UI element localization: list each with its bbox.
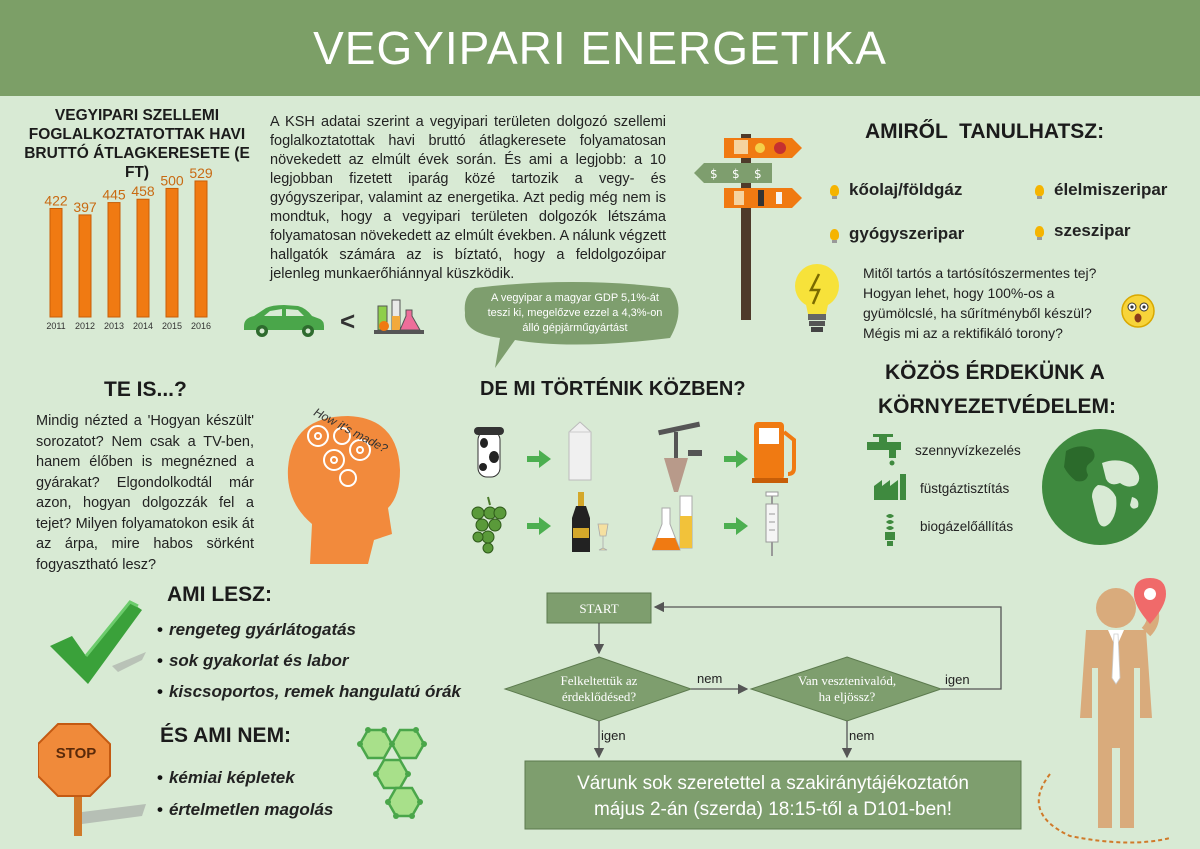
compare-symbol: <	[340, 306, 356, 336]
env-item-wastewater: szennyvízkezelés	[915, 443, 1021, 458]
arrow-icon	[525, 448, 553, 470]
x-tick-label: 2014	[132, 321, 154, 331]
list-item: • értelmetlen magolás	[157, 800, 333, 820]
stop-label: STOP	[55, 745, 97, 762]
signpost-icon	[692, 130, 807, 320]
teis-heading: TE IS...?	[104, 378, 187, 401]
arrow-icon	[722, 515, 750, 537]
list-item: • kémiai képletek	[157, 768, 333, 788]
flow-start-text: START	[579, 601, 619, 616]
flowchart	[495, 585, 1035, 835]
x-tick-label: 2016	[190, 321, 212, 331]
milk-carton-icon	[565, 420, 595, 482]
wont-heading: ÉS AMI NEM:	[160, 724, 292, 747]
flow-q1-text: érdeklődésed?	[561, 689, 637, 704]
bar-value-label: 445	[102, 186, 126, 203]
bulb-bullet-icon	[830, 185, 839, 196]
topic-pharma: gyógyszeripar	[830, 224, 964, 244]
will-list	[157, 620, 461, 713]
arrow-icon	[722, 448, 750, 470]
flow-final-text: Várunk sok szeretettel a szakiránytájékoztatón	[577, 773, 969, 794]
env-item-fluegas: füstgáztisztítás	[920, 481, 1010, 496]
flow-label-igen: igen	[945, 672, 970, 687]
flow-final-text: május 2-án (szerda) 18:15-től a D101-ben!	[593, 799, 953, 820]
water-tap-icon	[865, 432, 905, 466]
svg-text:$: $	[732, 167, 740, 181]
salary-chart	[30, 165, 220, 337]
salary-heading: VEGYIPARI SZELLEMI FOGLALKOZTATOTTAK HAVI BRUTTÓ ÁTLAGKERESETE (E FT)	[24, 107, 250, 181]
process-heading: DE MI TÖRTÉNIK KÖZBEN?	[480, 378, 746, 400]
bar-value-label: 500	[160, 172, 184, 189]
x-tick-label: 2012	[74, 321, 96, 331]
bar-value-label: 529	[189, 165, 213, 181]
questions	[863, 263, 1096, 343]
bar-2015	[166, 188, 178, 317]
teis-paragraph: Mindig nézted a 'Hogyan készült' sorozatot? Nem csak a TV-ben, hanem élőben is megnézned a gyárakat? Elgondolkodtál már azon, hogyan dolgozzák fel a tejet? Milyen folyamatokon esik át az árpa, mire habos sörként fogyasztható lesz?	[36, 413, 254, 573]
topic-food: élelmiszeripar	[1035, 180, 1167, 200]
molecule-icon	[340, 718, 440, 823]
person-icon	[1030, 578, 1195, 846]
cow-icon	[470, 425, 508, 483]
flasks-lab-icon	[652, 490, 698, 554]
syringe-icon	[760, 490, 784, 558]
env-item-biogas: biogázelőállítás	[920, 519, 1014, 534]
list-item: • rengeteg gyárlátogatás	[157, 620, 461, 640]
how-its-made-label: How it's made?	[311, 405, 391, 456]
flow-label-nem: nem	[697, 671, 723, 686]
header-banner	[0, 0, 1200, 96]
car-icon	[238, 302, 324, 338]
stop-sign-icon	[38, 720, 148, 838]
bulb-bullet-icon	[1035, 226, 1044, 237]
oil-pump-icon	[648, 418, 708, 496]
salary-paragraph: A KSH adatai szerint a vegyipari területen dolgozó szellemi foglalkoztatottak havi bruttó átlagkeresete folyamatosan növekedett az elmúlt évek során. És ami a legjobb: a 10 legjobban fizetett iparág közé tartozik a vegy- és gyógyszeripar, valamint az energetika. Azt pedig még nem is mondtuk, hogy a vegyipari területen dolgozók létszáma folyamatosan növekedett az elmúlt években. A nálunk végzett hallgatók számára az is bíztató, hogy a feldolgozóipar jelenleg munkaerőhiánnyal küszködik.	[270, 114, 666, 282]
topic-oil: kőolaj/földgáz	[830, 180, 962, 200]
checkmark-icon	[42, 596, 147, 688]
bar-2016	[195, 181, 207, 317]
bubble-text: A vegyipar a magyar GDP 5,1%-át teszi ki, megelőzve ezzel a 4,3%-on álló gépjárműgyártást	[487, 292, 663, 334]
bulb-bullet-icon	[1035, 185, 1044, 196]
flow-label-nem: nem	[849, 728, 875, 743]
x-tick-label: 2015	[161, 321, 183, 331]
flow-q1-text: Felkeltettük az	[560, 673, 638, 688]
bar-value-label: 397	[73, 198, 97, 215]
question-line: Mégis mi az a rektifikáló torony?	[863, 325, 1063, 341]
env-heading-1: KÖZÖS ÉRDEKÜNK A	[885, 361, 1105, 384]
x-tick-label: 2011	[46, 321, 66, 331]
flasks-icon	[372, 296, 426, 336]
bar-value-label: 422	[44, 192, 68, 209]
svg-text:$: $	[710, 167, 718, 181]
grapes-icon	[468, 495, 508, 555]
bar-2012	[79, 215, 91, 317]
will-heading: AMI LESZ:	[167, 583, 272, 606]
bar-value-label: 458	[131, 183, 155, 200]
page-title: VEGYIPARI ENERGETIKA	[313, 22, 887, 74]
globe-icon	[1040, 427, 1160, 547]
learn-heading: AMIRŐL TANULHATSZ:	[865, 120, 1105, 143]
list-item: • kiscsoportos, remek hangulatú órák	[157, 682, 461, 702]
wont-list	[157, 768, 333, 831]
flow-label-igen: igen	[601, 728, 626, 743]
bar-2014	[137, 199, 149, 317]
bar-2011	[50, 208, 62, 317]
bulb-bullet-icon	[830, 229, 839, 240]
x-tick-label: 2013	[103, 321, 125, 331]
list-item: • sok gyakorlat és labor	[157, 651, 461, 671]
fuel-pump-icon	[752, 418, 804, 484]
surprised-face-icon	[1120, 293, 1156, 329]
question-line: gyümölcslé, ha sűrítményből készül?	[863, 305, 1092, 321]
factory-icon	[872, 472, 908, 502]
arrow-icon	[525, 515, 553, 537]
champagne-icon	[566, 490, 614, 554]
question-line: Mitől tartós a tartósítószermentes tej?	[863, 265, 1097, 281]
topic-spirits: szeszipar	[1035, 221, 1131, 241]
flow-q2-text: ha eljössz?	[818, 689, 876, 704]
question-line: Hogyan lehet, hogy 100%-os a	[863, 285, 1055, 301]
eco-bulb-icon	[880, 512, 900, 548]
env-heading-2: KÖRNYEZETVÉDELEM:	[878, 395, 1117, 418]
bar-2013	[108, 203, 120, 317]
flow-q2-text: Van vesztenivalód,	[797, 673, 897, 688]
svg-text:$: $	[754, 167, 762, 181]
lightbulb-icon	[792, 262, 842, 336]
